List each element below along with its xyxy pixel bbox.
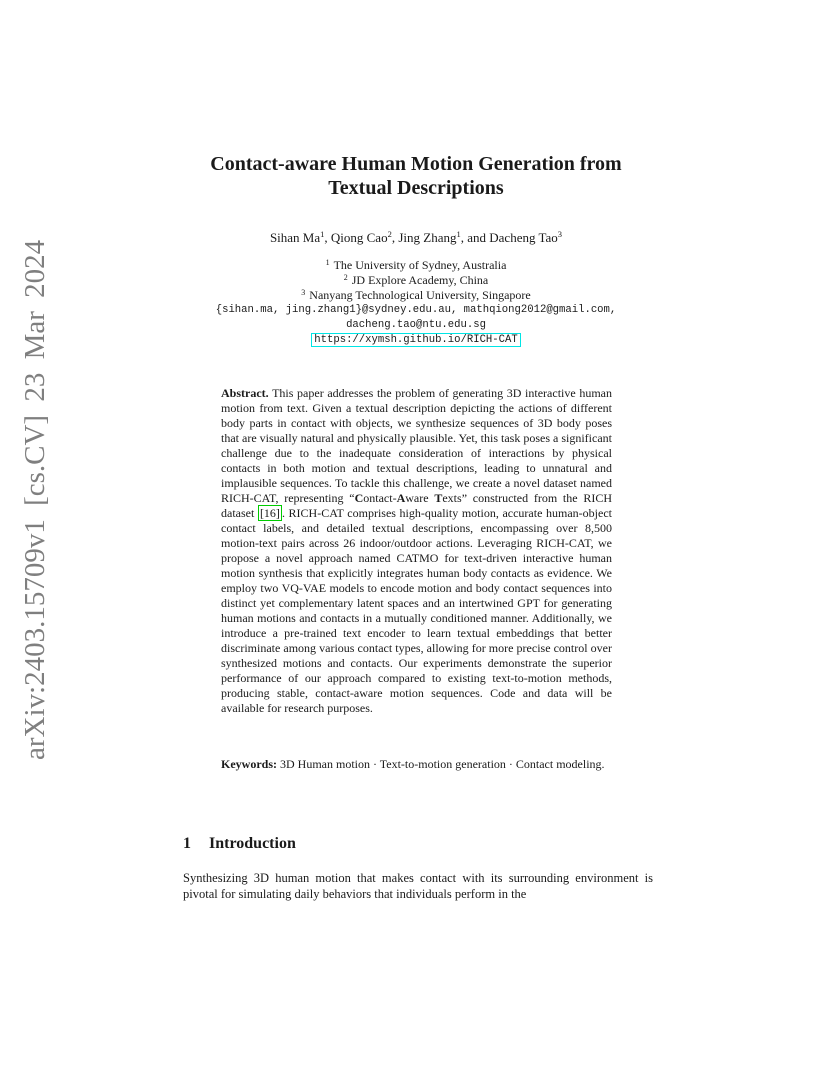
affiliation-text: Nanyang Technological University, Singapore	[309, 288, 531, 302]
project-url-line	[150, 333, 682, 348]
author-affiliation-mark: 1	[456, 229, 461, 239]
affiliation-text: JD Explore Academy, China	[351, 273, 489, 287]
section-heading	[183, 834, 296, 854]
keywords	[221, 757, 612, 772]
affiliation-mark: 1	[325, 258, 330, 267]
abstract-text: ware	[405, 491, 435, 505]
title-line-2: Textual Descriptions	[328, 177, 504, 199]
affiliation-mark: 2	[343, 273, 348, 282]
arxiv-identifier-stamp: arXiv:2403.15709v1 [cs.CV] 23 Mar 2024	[19, 239, 51, 760]
author-affiliation-mark: 1	[320, 229, 325, 239]
acronym-letter: C	[354, 491, 364, 505]
author-separator: ,	[324, 230, 331, 245]
author-list	[150, 229, 682, 246]
acronym-letter: T	[434, 491, 443, 505]
project-url-link[interactable]: https://xymsh.github.io/RICH-CAT	[311, 333, 520, 347]
author-name: Dacheng Tao	[489, 230, 558, 245]
email-line-1: {sihan.ma, jing.zhang1}@sydney.edu.au, mathqiong2012@gmail.com,	[215, 304, 617, 316]
abstract-text: . RICH-CAT comprises high-quality motion, accurate human-object contact labels, and detailed textual descriptions, encompassing over 8,500 motion-text pairs across 26 indoor/outdoor actions. Leveraging RICH-CAT, we propose a novel approach named CATMO for text-driven interactive human motion synthesis that explicitly integrates human body contacts as evidence. We employ two VQ-VAE models to encode motion and body contact sequences into distinct yet complementary latent spaces and an intertwined GPT for generating human motions and contacts in a mutually conditioned manner. Additionally, we introduce a pre-trained text encoder to learn textual embeddings that better discriminate among various contact types, allowing for more precise control over synthesized motions and contacts. Our experiments demonstrate the superior performance of our approach compared to existing text-to-motion methods, producing stable, contact-aware motion sequences. Code and data will be available for research purposes.	[221, 506, 612, 715]
title-line-1: Contact-aware Human Motion Generation from	[210, 153, 622, 175]
affiliation-text: The University of Sydney, Australia	[333, 258, 507, 272]
author-separator: , and	[460, 230, 490, 245]
keywords-label: Keywords:	[221, 757, 277, 771]
author-affiliation-mark: 2	[387, 229, 392, 239]
section-title: Introduction	[209, 835, 296, 852]
author-name: Sihan Ma	[269, 230, 321, 245]
affiliation-mark: 3	[301, 288, 306, 297]
affiliation-line	[150, 273, 682, 288]
section-number: 1	[183, 835, 191, 852]
paper-title	[150, 152, 682, 200]
author-name: Qiong Cao	[330, 230, 388, 245]
acronym-letter: A	[396, 491, 406, 505]
author-name: Jing Zhang	[398, 230, 457, 245]
abstract-text: ontact-	[363, 491, 397, 505]
author-affiliation-mark: 3	[557, 229, 563, 239]
citation-link[interactable]: [16]	[259, 506, 280, 520]
affiliation-line	[150, 258, 682, 273]
affiliations-block	[150, 258, 682, 348]
abstract-label: Abstract.	[221, 386, 269, 400]
introduction-paragraph: Synthesizing 3D human motion that makes contact with its surrounding environment is pivotal for simulating daily behaviors that individuals perform in the	[183, 871, 653, 901]
keywords-text: 3D Human motion · Text-to-motion generation · Contact modeling.	[277, 757, 605, 771]
abstract-text: This paper addresses the problem of generating 3D interactive human motion from text. Given a textual description depicting the actions of different body parts in contact with objects, we synthesize sequences of 3D body poses that are visually natural and physically plausible. Yet, this task poses a significant challenge due to the inadequate consideration of interactions by physical contacts in both motion and textual descriptions, leading to unnatural and implausible sequences. To tackle this challenge, we create a novel dataset named RICH-CAT, representing “	[221, 386, 612, 505]
email-line-2: dacheng.tao@ntu.edu.sg	[346, 319, 486, 331]
author-separator: ,	[391, 230, 399, 245]
abstract	[221, 386, 612, 716]
affiliation-line	[150, 288, 682, 303]
abstract-text: exts” constructed from the RICH dataset	[221, 491, 612, 520]
